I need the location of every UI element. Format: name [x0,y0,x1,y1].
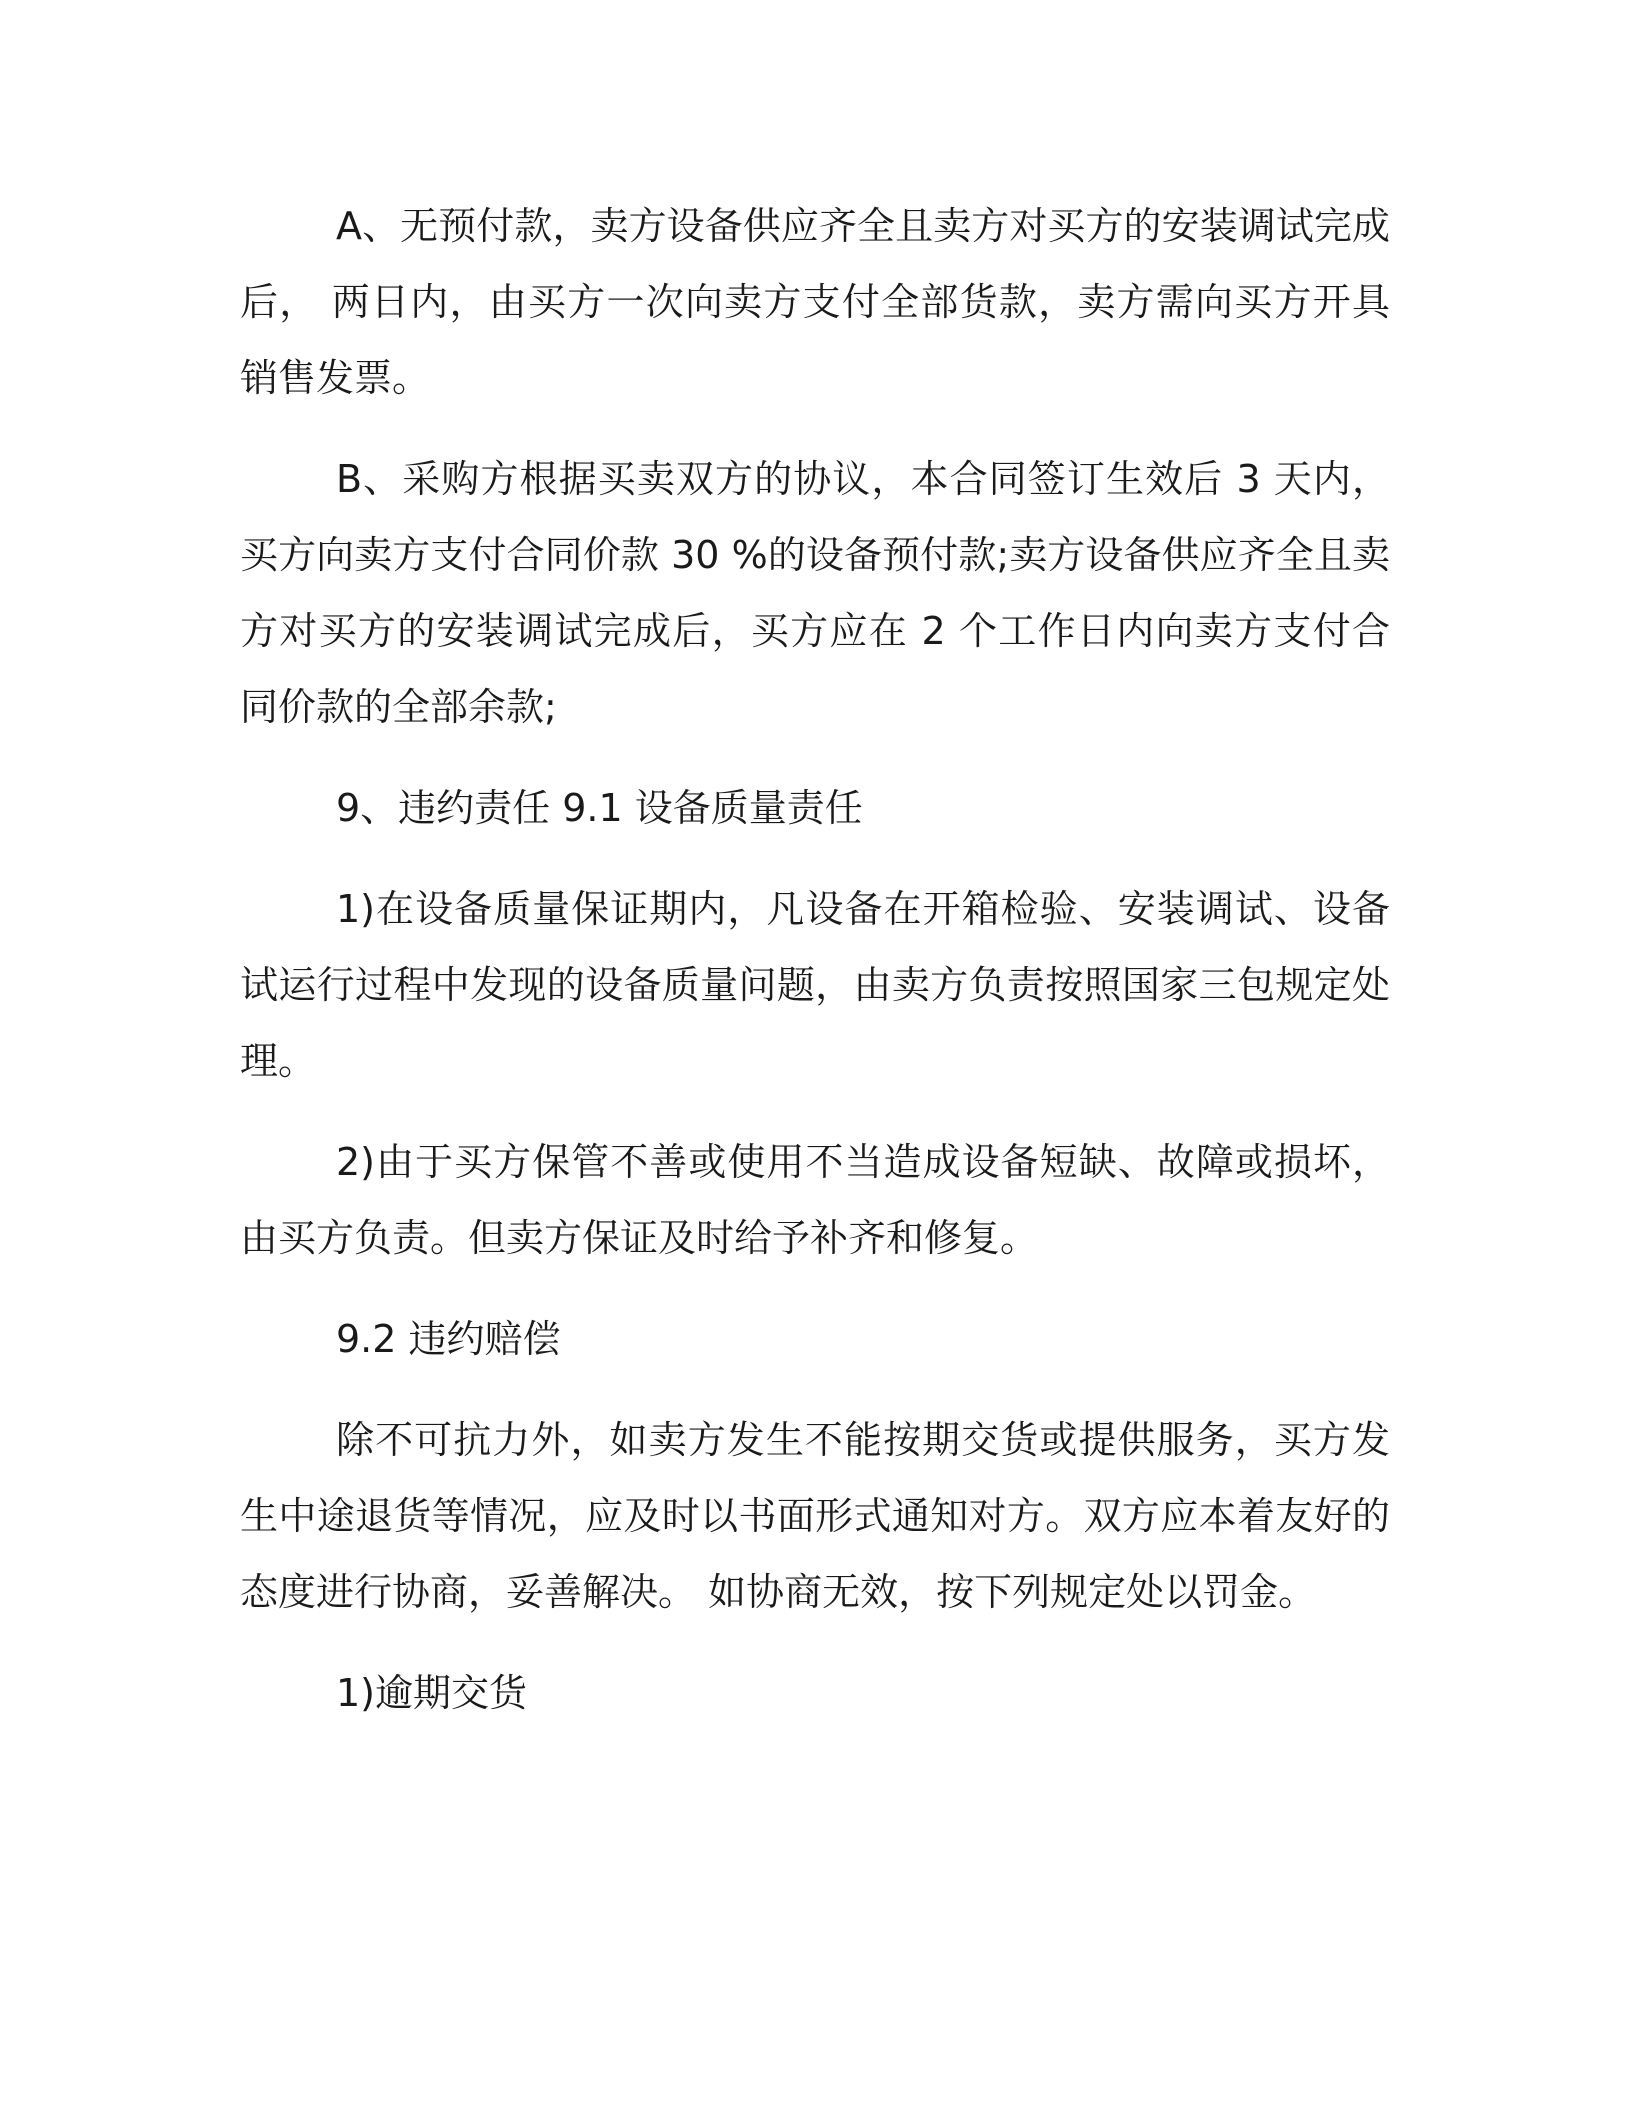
paragraph-quality-clause-1: 1)在设备质量保证期内，凡设备在开箱检验、安装调试、设备试运行过程中发现的设备质量问题，由卖方负责按照国家三包规定处理。 [240,887,1390,1083]
document-body [240,188,1390,1756]
paragraph-compensation-intro: 除不可抗力外，如卖方发生不能按期交货或提供服务，买方发生中途退货等情况，应及时以书面形式通知对方。双方应本着友好的态度进行协商，妥善解决。 如协商无效，按下列规定处以罚金。 [240,1418,1390,1614]
paragraph-payment-option-a: A、无预付款，卖方设备供应齐全且卖方对买方的安装调试完成后， 两日内，由买方一次向卖方支付全部货款，卖方需向买方开具销售发票。 [240,204,1390,400]
subheading-late-delivery: 1)逾期交货 [336,1671,528,1715]
paragraph-quality-clause-2: 2)由于买方保管不善或使用不当造成设备短缺、故障或损坏，由买方负责。但卖方保证及时给予补齐和修复。 [240,1140,1390,1260]
section-heading-breach-compensation: 9.2 违约赔偿 [336,1317,561,1361]
paragraph-payment-option-b: B、采购方根据买卖双方的协议，本合同签订生效后 3 天内，买方向卖方支付合同价款 30 %的设备预付款;卖方设备供应齐全且卖方对买方的安装调试完成后，买方应在 2 个工作日内向卖方支付合同价款的全部余款; [240,457,1390,729]
section-heading-breach-liability: 9、违约责任 9.1 设备质量责任 [336,786,863,830]
